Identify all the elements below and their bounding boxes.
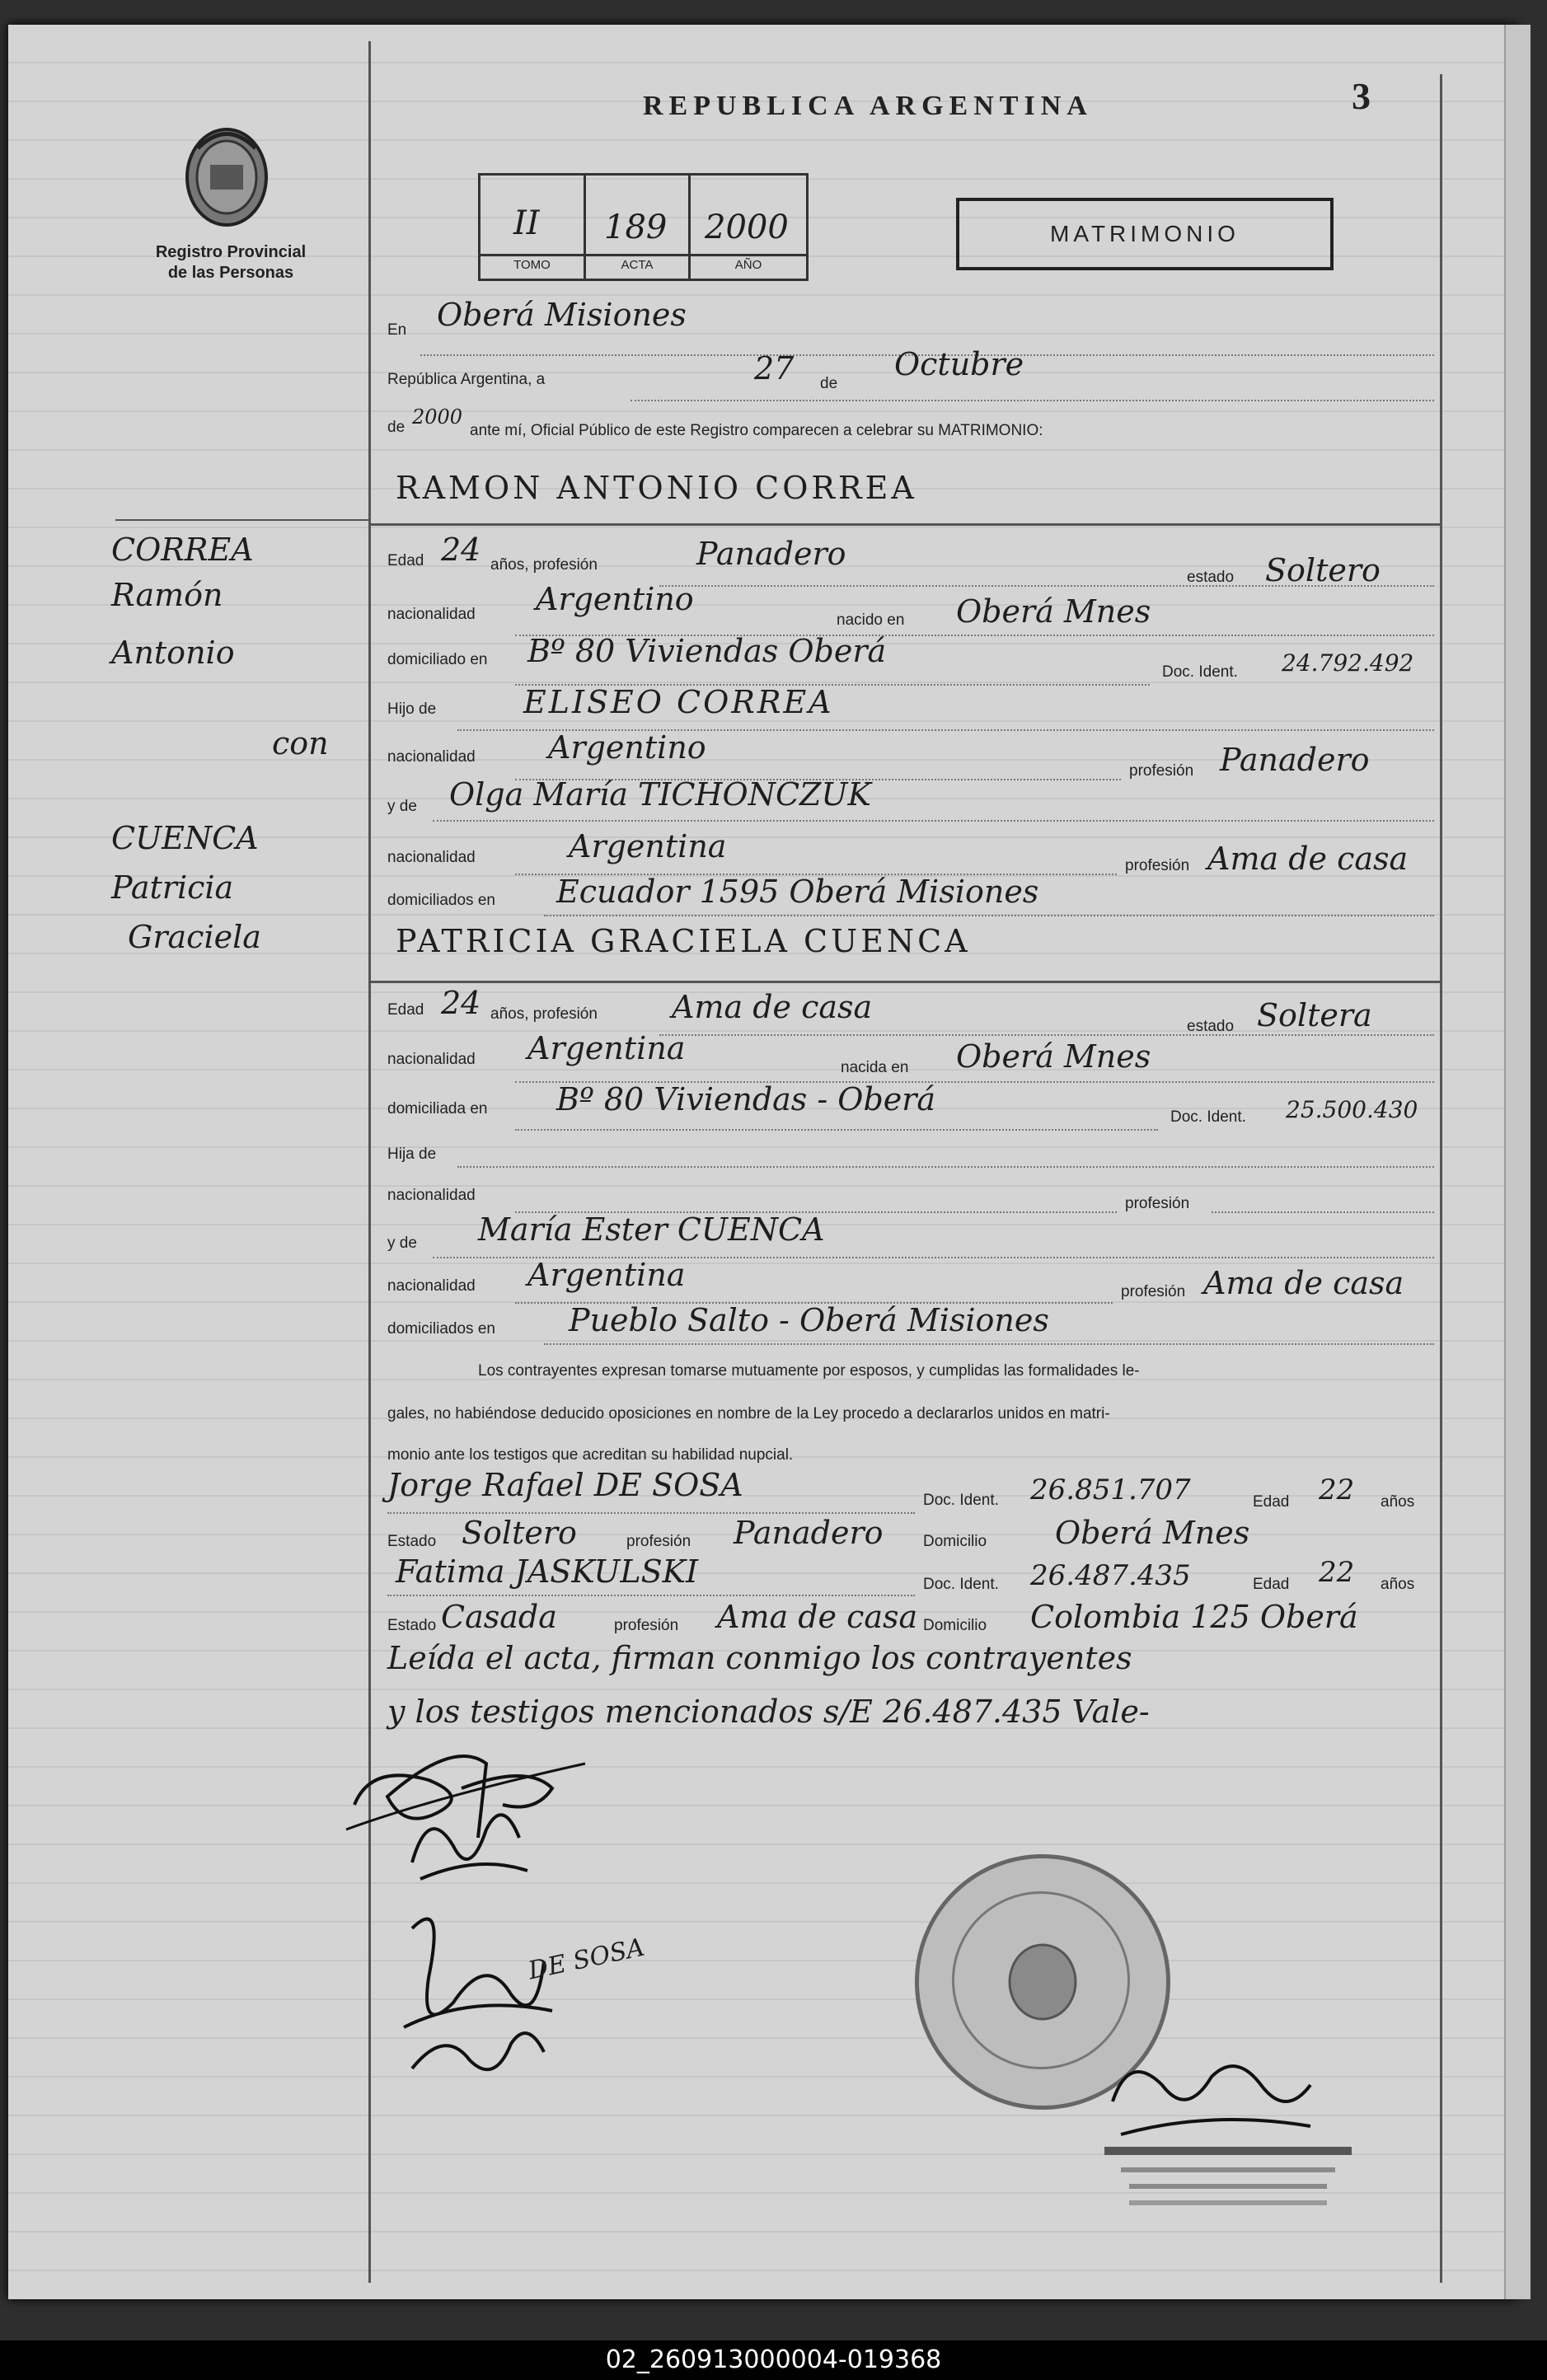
bride-edad-label: Edad [387, 1001, 424, 1019]
groom-nat-label: nacionalidad [387, 606, 476, 623]
witness1-name: Jorge Rafael DE SOSA [387, 1467, 743, 1503]
witness2-address: Colombia 125 Oberá [1030, 1599, 1358, 1635]
footer-code-bar [0, 2340, 1547, 2380]
witness2-edad-label: Edad [1253, 1576, 1290, 1593]
bride-mother-prof: Ama de casa [1203, 1265, 1404, 1301]
groom-anos-label: años, profesión [490, 556, 598, 574]
groom-father-label: Hijo de [387, 700, 437, 718]
bride-estado-label: estado [1187, 1018, 1235, 1035]
officer-stamp-block [1096, 2143, 1368, 2217]
witness2-domicilio-label: Domicilio [923, 1617, 987, 1634]
bride-doc-label: Doc. Ident. [1170, 1108, 1246, 1126]
republica-label: República Argentina, a [387, 371, 546, 388]
groom-estado-label: estado [1187, 569, 1235, 586]
groom-nationality: Argentino [536, 581, 694, 617]
acta-value: 189 [604, 208, 668, 246]
anio-label: AÑO [734, 258, 762, 272]
groom-doc-label: Doc. Ident. [1162, 663, 1238, 681]
bride-mother: María Ester CUENCA [478, 1211, 825, 1248]
left-margin-rule [368, 41, 371, 2283]
tomo-value: II [513, 204, 540, 242]
registry-name-line1: Registro Provincial [155, 243, 307, 261]
groom-father-prof-label: profesión [1129, 762, 1194, 780]
groom-dom-label: domiciliado en [387, 651, 488, 668]
closing-line1: Leída el acta, firman conmigo los contrayentes [387, 1640, 1132, 1676]
witness1-age: 22 [1319, 1473, 1355, 1506]
bride-parents-dom: Pueblo Salto - Oberá Misiones [569, 1302, 1049, 1338]
groom-mother-nat-label: nacionalidad [387, 849, 476, 866]
declaration-line2: gales, no habiéndose deducido oposiciones en nombre de la Ley procedo a declararlos unidos en matri- [387, 1405, 1110, 1422]
witness1-estado-label: Estado [387, 1533, 437, 1550]
groom-father-nat: Argentino [548, 729, 706, 766]
bride-profession: Ama de casa [672, 989, 873, 1025]
bride-mother-label: y de [387, 1235, 417, 1252]
right-margin-rule [1440, 74, 1442, 2283]
page-number: 3 [1352, 75, 1371, 117]
page-edge [1504, 25, 1531, 2299]
anio-value: 2000 [705, 208, 789, 246]
groom-address: Bº 80 Viviendas Oberá [527, 633, 887, 669]
groom-nacido-label: nacido en [837, 611, 905, 629]
groom-mother-prof-label: profesión [1125, 857, 1190, 874]
groom-doc: 24.792.492 [1282, 649, 1414, 677]
margin-bride-name1: Patricia [111, 869, 234, 906]
acta-label: ACTA [621, 258, 654, 272]
bride-mother-nat-label: nacionalidad [387, 1277, 476, 1295]
witness-signature-text: DE SOSA [525, 1933, 647, 1986]
groom-parents-dom: Ecuador 1595 Oberá Misiones [556, 874, 1039, 910]
year: 2000 [412, 405, 463, 429]
oficial-text: ante mí, Oficial Público de este Registro comparecen a celebrar su MATRIMONIO: [470, 422, 1043, 439]
bride-father-prof-label: profesión [1125, 1195, 1190, 1212]
declaration-line3: monio ante los testigos que acreditan su habilidad nupcial. [387, 1446, 794, 1464]
bride-birthplace: Oberá Mnes [956, 1038, 1151, 1075]
witness2-name: Fatima JASKULSKI [396, 1553, 699, 1590]
witness2-doc-label: Doc. Ident. [923, 1576, 999, 1593]
groom-edad-label: Edad [387, 552, 424, 569]
bride-nacida-label: nacida en [841, 1059, 909, 1076]
bride-father-nat-label: nacionalidad [387, 1187, 476, 1204]
bride-mother-nat: Argentina [527, 1257, 686, 1293]
coat-of-arms-emblem [181, 115, 272, 231]
document-page [8, 25, 1517, 2299]
margin-bride-name2: Graciela [128, 919, 261, 955]
groom-father-nat-label: nacionalidad [387, 748, 476, 766]
margin-groom-surname: CORREA [111, 532, 254, 568]
witness1-address: Oberá Mnes [1055, 1515, 1250, 1551]
groom-mother-nat: Argentina [569, 828, 727, 864]
witness1-anos-label: años [1381, 1493, 1415, 1511]
signature-bride [396, 1780, 544, 1895]
groom-mother: Olga María TICHONCZUK [449, 776, 871, 813]
margin-groom-name2: Antonio [111, 635, 235, 671]
margin-bride-surname: CUENCA [111, 820, 259, 856]
bride-full-name: PATRICIA GRACIELA CUENCA [396, 923, 971, 959]
groom-estado: Soltero [1265, 552, 1381, 588]
registry-name-line2: de las Personas [167, 264, 294, 282]
groom-mother-label: y de [387, 798, 417, 815]
groom-father-prof: Panadero [1220, 742, 1370, 778]
document-type-box: MATRIMONIO [956, 198, 1334, 270]
groom-age: 24 [441, 532, 481, 568]
witness1-estado: Soltero [462, 1515, 577, 1551]
witness1-domicilio-label: Domicilio [923, 1533, 987, 1550]
month: Octubre [894, 346, 1024, 382]
groom-profession: Panadero [696, 536, 846, 572]
bride-nationality: Argentina [527, 1030, 686, 1066]
bride-doc: 25.500.430 [1286, 1096, 1418, 1123]
witness2-profession: Ama de casa [717, 1599, 918, 1635]
bride-age: 24 [441, 985, 481, 1021]
witness2-profesion-label: profesión [614, 1617, 679, 1634]
witness2-estado: Casada [441, 1599, 557, 1635]
bride-dom-label: domiciliada en [387, 1100, 488, 1117]
year-prefix-label: de [387, 419, 406, 436]
signature-witness2 [404, 1994, 552, 2093]
groom-parents-dom-label: domiciliados en [387, 892, 495, 909]
day: 27 [754, 350, 795, 387]
closing-line2: y los testigos mencionados s/E 26.487.435 Vale- [387, 1694, 1150, 1730]
bride-nat-label: nacionalidad [387, 1051, 476, 1068]
witness1-doc: 26.851.707 [1030, 1473, 1191, 1506]
witness1-edad-label: Edad [1253, 1493, 1290, 1511]
bride-father-label: Hija de [387, 1145, 437, 1163]
groom-birthplace: Oberá Mnes [956, 593, 1151, 630]
footer-code: 02_260913000004-019368 [605, 2345, 942, 2374]
bride-mother-prof-label: profesión [1121, 1283, 1186, 1300]
declaration-line1: Los contrayentes expresan tomarse mutuamente por esposos, y cumplidas las formalidades le- [478, 1362, 1140, 1380]
place: Oberá Misiones [437, 297, 687, 333]
groom-father: ELISEO CORREA [523, 684, 834, 720]
witness1-doc-label: Doc. Ident. [923, 1492, 999, 1509]
witness2-anos-label: años [1381, 1576, 1415, 1593]
bride-estado: Soltera [1257, 997, 1372, 1033]
witness1-profession: Panadero [734, 1515, 884, 1551]
tomo-label: TOMO [513, 258, 551, 272]
record-number-box [478, 173, 809, 281]
country-heading: REPUBLICA ARGENTINA [643, 91, 1093, 121]
bride-anos-label: años, profesión [490, 1005, 598, 1023]
groom-full-name: RAMON ANTONIO CORREA [396, 470, 917, 506]
en-label: En [387, 321, 407, 339]
stamp-emblem-icon [997, 1937, 1088, 2027]
bride-parents-dom-label: domiciliados en [387, 1320, 495, 1338]
witness1-profesion-label: profesión [626, 1533, 691, 1550]
witness2-age: 22 [1319, 1556, 1355, 1589]
groom-mother-prof: Ama de casa [1207, 841, 1409, 877]
margin-groom-name1: Ramón [111, 577, 223, 613]
witness2-doc: 26.487.435 [1030, 1559, 1191, 1592]
de-label: de [820, 375, 838, 392]
margin-con: con [272, 725, 329, 761]
bride-address: Bº 80 Viviendas - Oberá [556, 1081, 936, 1117]
witness2-estado-label: Estado [387, 1617, 437, 1634]
